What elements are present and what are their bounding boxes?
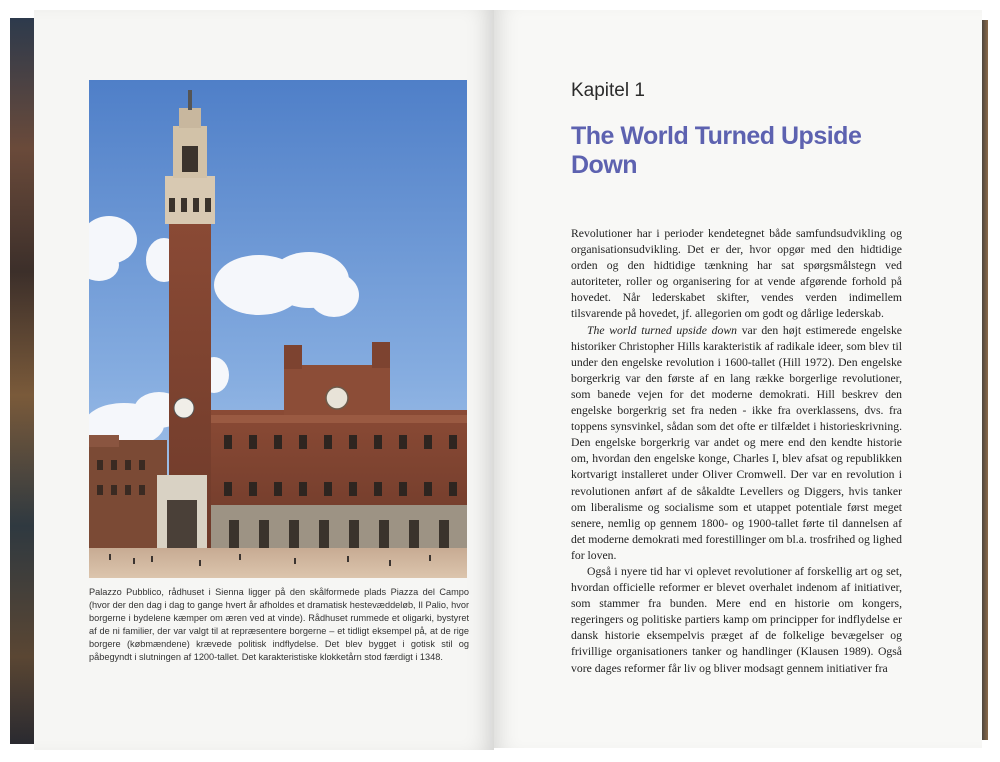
paragraph-2 bbox=[571, 323, 902, 564]
photo-caption: Palazzo Pubblico, rådhuset i Sienna ligger på den skålformede plads Piazza del Campo (hvor der den dag i dag to gange hvert år afholdes et dramatisk hestevæddeløb, Il Palio, hvor borgerne i bydelene kæmper om æren ved at vinde). Rådhuset rummede et oligarki, bystyret af de ni familier, der var valgt til at repræsentere borgerne – et tidligt eksempel på, at de rige borgere (købmændene) krævede politisk indflydelse. Det blev bygget i gotisk stil og påbegyndt i slutningen af 1200-tallet. Det karakteristiske klokketårn stod færdigt i 1348. bbox=[89, 587, 469, 662]
cover-edge bbox=[10, 18, 36, 744]
body-text bbox=[571, 226, 902, 677]
paragraph-2-text: var den højt estimerede engelske historiker Christopher Hills karakteristik af radikale ideer, som blev til under den engelske revolution i 1600-tallet (Hill 1972). Den engelske borgerkrig var den første af en lang række borgerlige revolutioner, som banede vejen for det moderne demokrati. Hill beskrev den engelske borgerkrig set fra neden - ikke fra overklassens, dvs. fra toppens synsvinkel, sådan som det ofte er tilfældet i historieskrivning. Den engelske borgerkrig var andet og mere end den kendte historie om, hvordan den engelske konge, Charles I, blev afsat og republikken kortvarigt installeret under Oliver Cromwell. Der var en revolution i revolutionen anført af de såkaldte Levellers og Diggers, hvis tanker om liberalisme og socialisme som et utappet potentiale først meget senere, nemlig op gennem 1800- og 1900-tallet førte til dannelsen af det moderne demokrati med forestillinger om bl.a. trosfrihed og lighed for loven. bbox=[571, 323, 902, 562]
palazzo-illustration bbox=[89, 80, 467, 578]
paragraph-1: Revolutioner har i perioder kendetegnet både samfundsudvikling og organisationsudvikling. Det er der, hvor opgør med den hidtidige orden og den hidtidige tænkning har sat spørgsmålstegn ved autoriteter, roller og organisering for at vende afgørende forhold på hovedet. Når lederskabet skifter, vendes verden indimellem tilsvarende på hovedet, jf. allegorien om godt og dårlige lederskab. bbox=[571, 227, 902, 321]
chapter-label: Kapitel 1 bbox=[571, 80, 645, 101]
chapter-title: The World Turned Upside Down bbox=[571, 122, 862, 179]
paragraph-2-italic-lead: The world turned upside down bbox=[587, 323, 737, 337]
palazzo-photo bbox=[89, 80, 467, 578]
paragraph-3: Også i nyere tid har vi oplevet revolutioner af forskellig art og set, hvordan officielle reformer er blevet overhalet indenom af initiativer, som stammer fra bunden. Mere end en historie om kongers, regeringers og politiske partiers kamp om principper for indflydelse er dansk historie eksempelvis præget af de folkelige bevægelser og frivillige organisationers tanker og handlinger (Klausen 1989). Også vore dages reformer får liv og bliver modsagt gennem initiativer fra bbox=[571, 564, 902, 675]
